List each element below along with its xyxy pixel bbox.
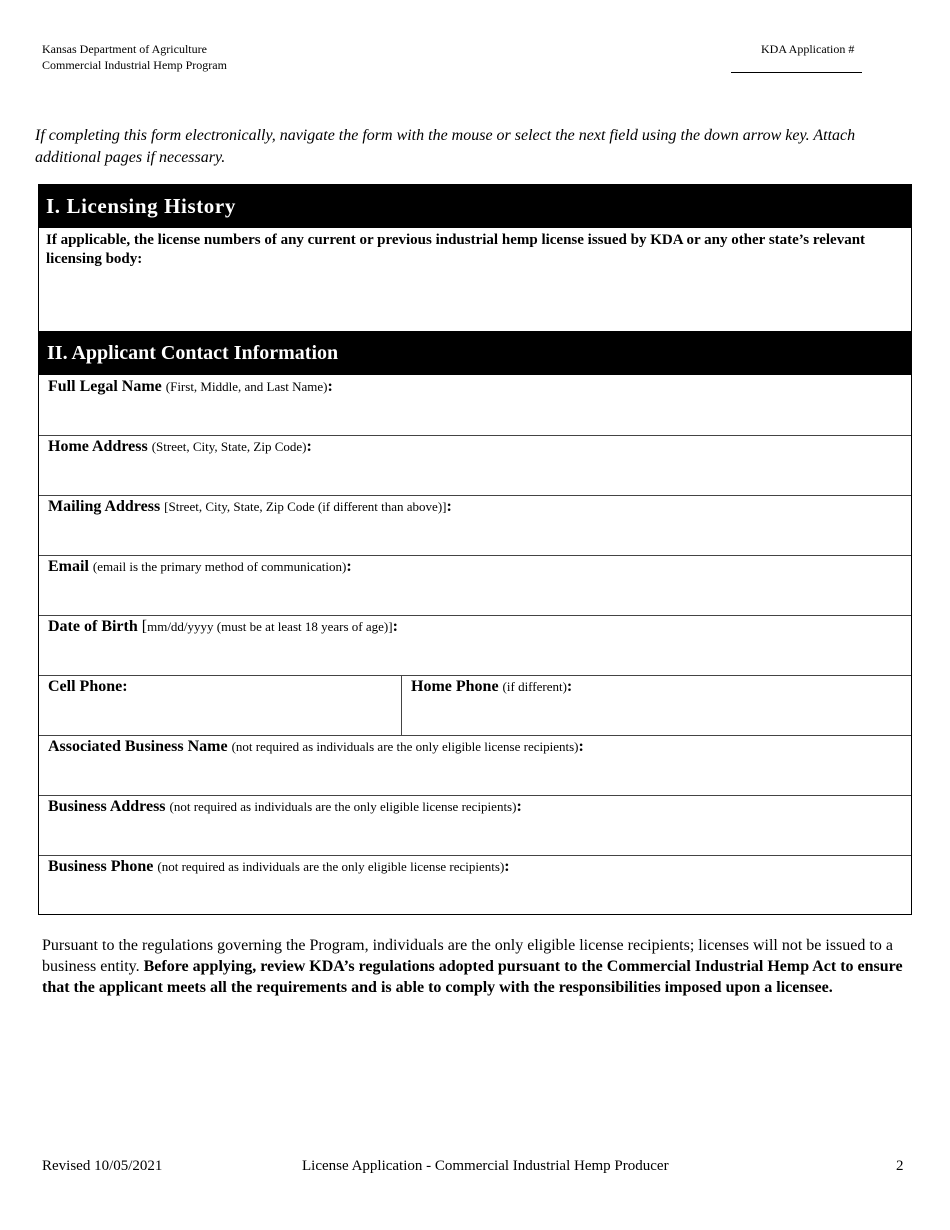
business-address-field[interactable] xyxy=(39,795,911,856)
field-label: Business Phone (not required as individuals are the only eligible license recipients): xyxy=(48,858,510,875)
email-field[interactable] xyxy=(39,555,911,616)
program-name: Commercial Industrial Hemp Program xyxy=(42,58,227,72)
eligibility-notice xyxy=(42,935,908,998)
home-address-field[interactable] xyxy=(39,435,911,496)
field-label: Email (email is the primary method of communication): xyxy=(48,558,352,575)
footer-revised-date: Revised 10/05/2021 xyxy=(42,1158,163,1174)
field-label: Home Address (Street, City, State, Zip Code): xyxy=(48,438,312,455)
notice-text: Pursuant to the regulations governing the Program, individuals are the only eligible license recipients; licenses will not be issued to a business entity. xyxy=(42,937,893,975)
field-label: Date of Birth [mm/dd/yyyy (must be at least 18 years of age)]: xyxy=(48,618,398,635)
field-label: Full Legal Name (First, Middle, and Last Name): xyxy=(48,378,333,395)
field-label: Home Phone (if different): xyxy=(411,678,573,695)
business-phone-field[interactable] xyxy=(39,855,911,915)
field-label: Business Address (not required as individuals are the only eligible license recipients): xyxy=(48,798,522,815)
business-name-field[interactable] xyxy=(39,735,911,796)
application-number-field[interactable] xyxy=(731,72,862,73)
phone-row xyxy=(39,675,911,736)
field-label: Associated Business Name (not required as individuals are the only eligible license recipients): xyxy=(48,738,584,755)
footer-page-number: 2 xyxy=(896,1158,904,1174)
applicant-contact-form xyxy=(38,375,912,915)
section-header-licensing-history xyxy=(38,184,912,228)
licensing-history-field[interactable] xyxy=(38,228,912,331)
mailing-address-field[interactable] xyxy=(39,495,911,556)
date-of-birth-field[interactable] xyxy=(39,615,911,676)
application-number-label: KDA Application # xyxy=(761,42,855,56)
home-phone-field[interactable] xyxy=(402,675,911,735)
notice-bold-text: Before applying, review KDA’s regulations adopted pursuant to the Commercial Industrial Hemp Act to ensure that the applicant meets all the requirements and is able to comply with the responsibilities imposed upon a licensee. xyxy=(42,958,903,996)
full-legal-name-field[interactable] xyxy=(39,375,911,436)
form-instructions: If completing this form electronically, navigate the form with the mouse or select the next field using the down arrow key. Attach additional pages if necessary. xyxy=(35,127,856,166)
header-organization xyxy=(42,41,227,73)
org-name: Kansas Department of Agriculture xyxy=(42,42,207,56)
cell-phone-field[interactable] xyxy=(39,675,401,735)
footer-document-title: License Application - Commercial Industrial Hemp Producer xyxy=(302,1158,669,1174)
section-title: II. Applicant Contact Information xyxy=(47,342,339,364)
section-title: I. Licensing History xyxy=(46,194,236,218)
field-label: Mailing Address [Street, City, State, Zip Code (if different than above)]: xyxy=(48,498,452,515)
field-label: Cell Phone: xyxy=(48,678,128,695)
licensing-history-question: If applicable, the license numbers of any current or previous industrial hemp license issued by KDA or any other state’s relevant licensing body: xyxy=(46,232,866,267)
section-header-applicant-contact xyxy=(38,331,912,375)
